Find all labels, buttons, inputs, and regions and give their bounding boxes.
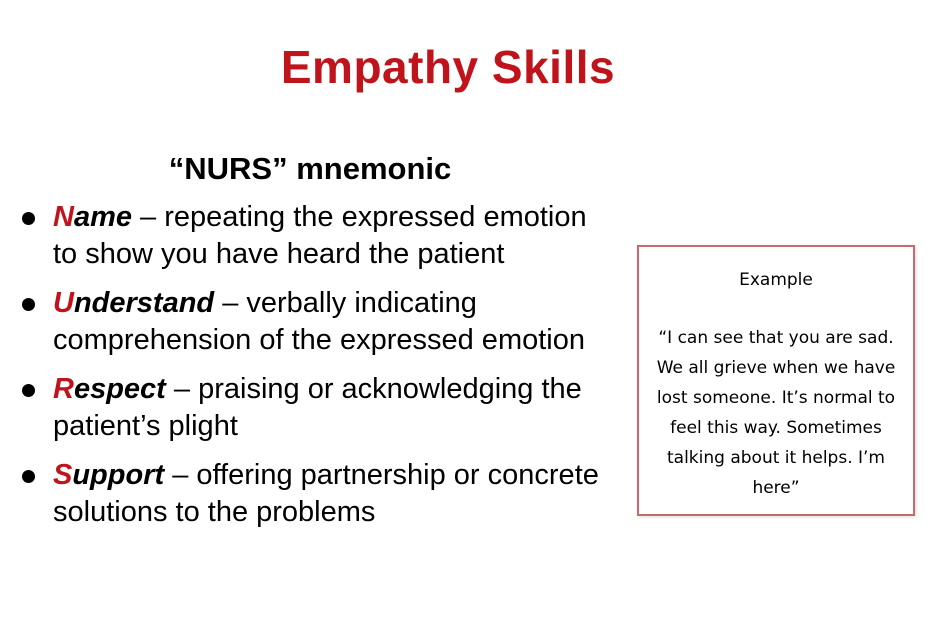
item-initial: R bbox=[53, 373, 74, 405]
list-item-support bbox=[0, 457, 610, 531]
list-item-name bbox=[0, 199, 610, 273]
bullet-dot-icon bbox=[22, 384, 35, 397]
example-quote: “I can see that you are sad. We all grieve when we have lost someone. It’s normal to feel this way. Sometimes talking about it helps. I’m here” bbox=[656, 328, 896, 498]
bullet-dot-icon bbox=[22, 298, 35, 311]
item-initial: U bbox=[53, 287, 74, 319]
mnemonic-subtitle: “NURS” mnemonic bbox=[168, 151, 452, 186]
mnemonic-list bbox=[0, 199, 610, 543]
item-description: – verbally indicating comprehension of the expressed emotion bbox=[53, 287, 585, 356]
slide-title: Empathy Skills bbox=[280, 41, 616, 93]
item-initial: N bbox=[53, 201, 74, 233]
list-item-understand bbox=[0, 285, 610, 359]
item-term: ame bbox=[73, 201, 132, 233]
item-description: – offering partnership or concrete solutions to the problems bbox=[53, 459, 599, 528]
bullet-dot-icon bbox=[22, 470, 35, 483]
list-item-respect bbox=[0, 371, 610, 445]
item-description: – repeating the expressed emotion to show you have heard the patient bbox=[53, 201, 587, 270]
bullet-dot-icon bbox=[22, 212, 35, 225]
example-heading: Example bbox=[739, 270, 813, 290]
item-term: espect bbox=[73, 373, 166, 405]
item-initial: S bbox=[53, 459, 73, 491]
item-term: upport bbox=[72, 459, 165, 491]
example-callout bbox=[637, 245, 915, 516]
item-term: nderstand bbox=[73, 287, 215, 319]
item-description: – praising or acknowledging the patient’s plight bbox=[53, 373, 582, 442]
